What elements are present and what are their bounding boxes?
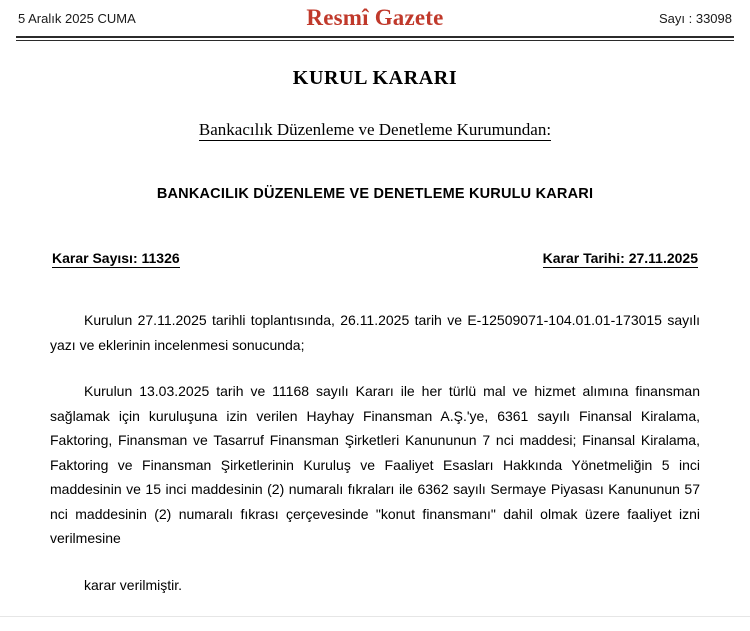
gazette-title: Resmî Gazete: [306, 5, 444, 30]
decision-meta-row: [44, 250, 706, 268]
page-title: KURUL KARARI: [292, 67, 458, 89]
issuer-line: [44, 120, 706, 140]
masthead-date: 5 Aralık 2025 CUMA: [18, 10, 136, 26]
masthead-divider: [16, 36, 734, 38]
paragraph-1: Kurulun 27.11.2025 tarihli toplantısında, 26.11.2025 tarih ve E-12509071-104.01.01-173015 sayılı yazı ve eklerinin incelenmesi sonucunda;: [50, 312, 700, 353]
decision-title: BANKACILIK DÜZENLEME VE DENETLEME KURULU KARARI: [156, 186, 594, 202]
masthead: [0, 0, 750, 36]
decision-date: Karar Tarihi: 27.11.2025: [542, 250, 698, 266]
masthead-issue-number: Sayı : 33098: [659, 10, 732, 26]
decision-number: Karar Sayısı: 11326: [52, 250, 180, 266]
page-bottom-edge: [0, 616, 750, 631]
paragraph-2: Kurulun 13.03.2025 tarih ve 11168 sayılı Kararı ile her türlü mal ve hizmet alımına finansman sağlamak için kuruluşuna izin verilen Hayhay Finansman A.Ş.'ye, 6361 sayılı Finansal Kiralama, Faktoring, Finansman ve Tasarruf Finansman Şirketleri Kanununun 7 nci maddesi; Finansal Kiralama, Faktoring ve Finansman Şirketlerinin Kuruluş ve Faaliyet Esasları Hakkında Yönetmeliğin 5 inci maddesinin ve 15 inci maddesinin (2) numaralı fıkraları ile 6362 sayılı Sermaye Piyasası Kanununun 57 nci maddesinin (2) numaralı fıkrası çerçevesinde "konut finansmanı" dahil olmak üzere faaliyet izni verilmesine: [50, 383, 700, 546]
masthead-divider-thin: [16, 40, 734, 41]
issuer-label: Bankacılık Düzenleme ve Denetleme Kurumundan:: [198, 120, 552, 139]
paragraph-3: karar verilmiştir.: [84, 576, 183, 593]
document-content: [0, 67, 750, 597]
